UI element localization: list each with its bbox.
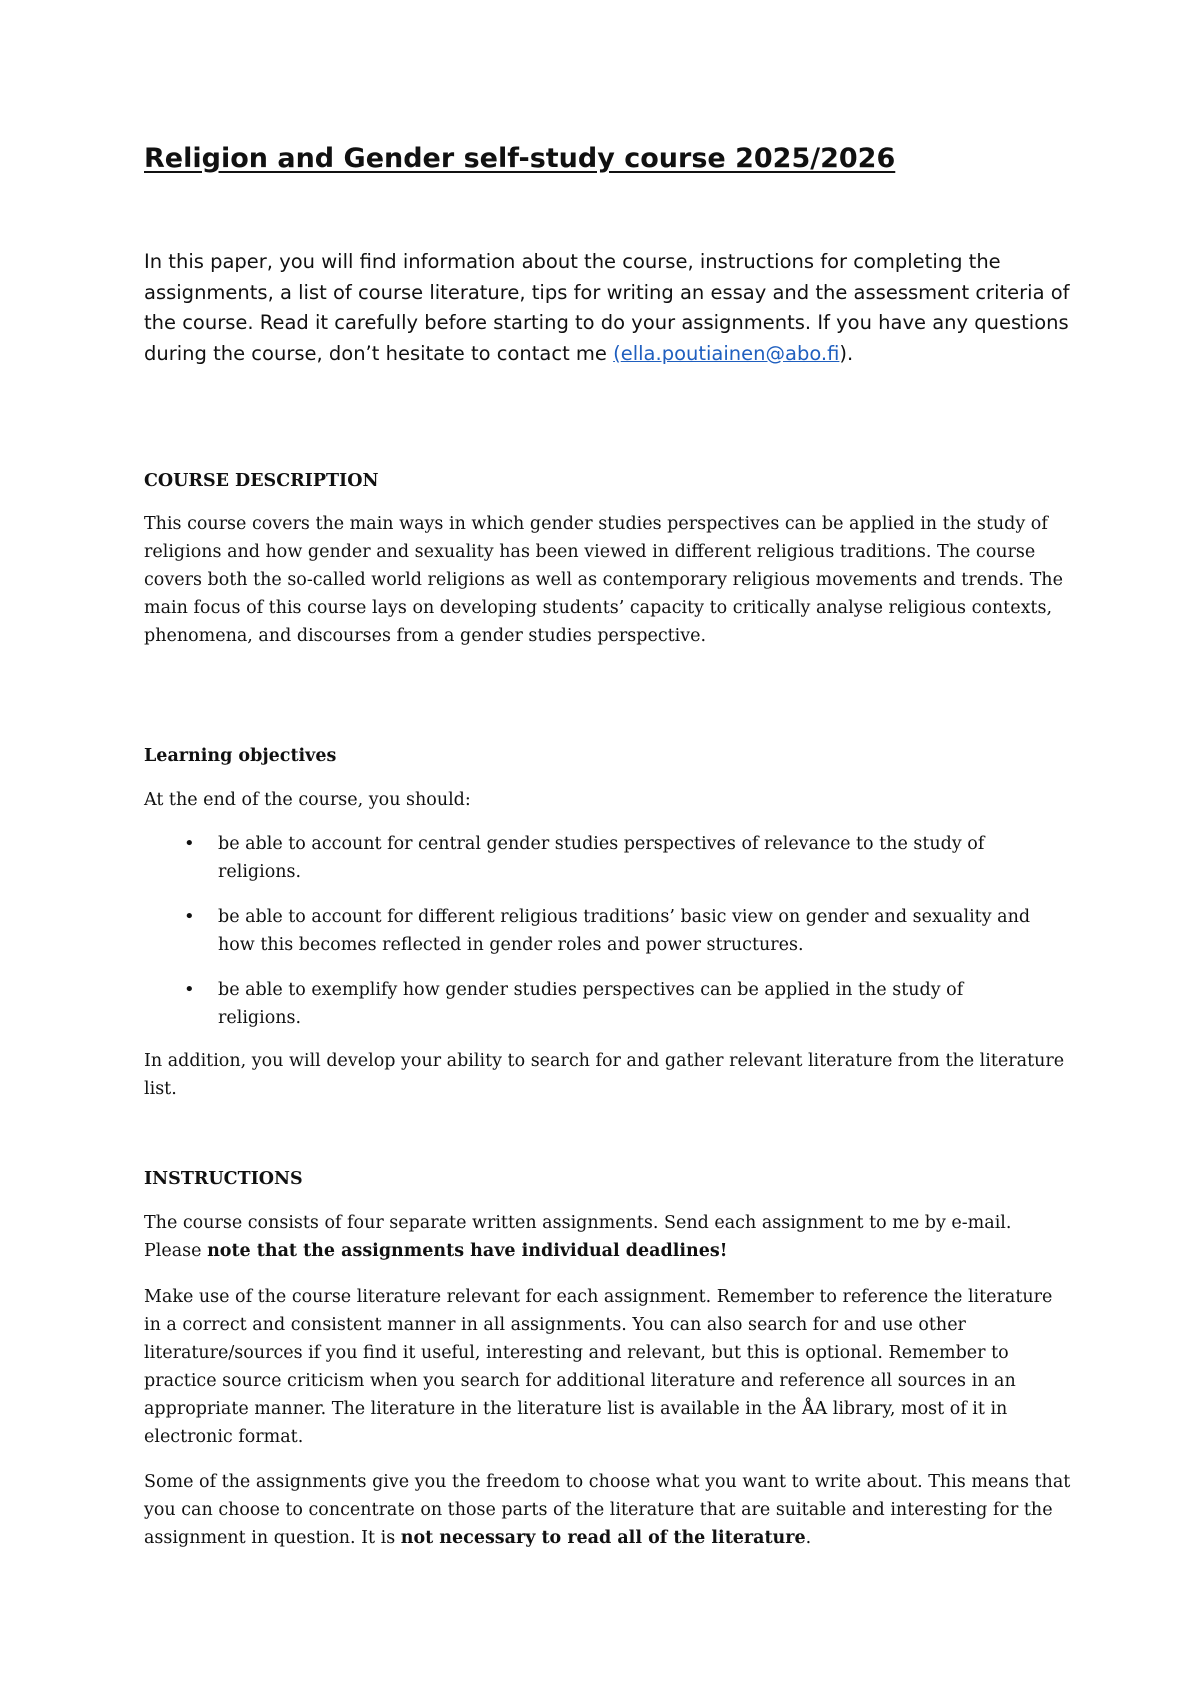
instructions-paragraph-1: The course consists of four separate written assignments. Send each assignment to me by e-mail. Please note that the assignments have individual deadlines! [144,1213,1012,1261]
learning-objectives-lead: At the end of the course, you should: [144,790,471,810]
reading-note: not necessary to read all of the literature [400,1528,806,1548]
list-item-text: be able to account for central gender studies perspectives of relevance to the study of religions. [218,834,985,882]
intro-text: In this paper, you will find information about the course, instructions for completing the assignments, a list of course literature, tips for writing an essay and the assessment criteria of the course. Read it carefully before starting to do your assignments. If you have any questions during the course, don’t hesitate to contact me [144,250,1070,365]
bullet-icon: • [184,979,195,1000]
bullet-icon: • [184,906,195,927]
instructions-paragraph-3: Some of the assignments give you the freedom to choose what you want to write about. This means that you can choose to concentrate on those parts of the literature that are suitable and interesting for the assignment in question. It is not necessary to read all of the literature. [144,1472,1071,1548]
bullet-icon: • [184,833,195,854]
list-item-text: be able to exemplify how gender studies perspectives can be applied in the study of religions. [218,980,964,1028]
course-description-paragraph: This course covers the main ways in which gender studies perspectives can be applied in the study of religions and how gender and sexuality has been viewed in different religious traditions. The course covers both the so-called world religions as well as contemporary religious movements and trends. The main focus of this course lays on developing students’ capacity to critically analyse religious contexts, phenomena, and discourses from a gender studies perspective. [144,514,1063,646]
course-description-heading: COURSE DESCRIPTION [144,471,379,491]
contact-email-link[interactable]: (ella.poutiainen@abo.fi [613,341,840,365]
instructions-heading: INSTRUCTIONS [144,1169,303,1189]
instructions-paragraph-2: Make use of the course literature relevant for each assignment. Remember to reference the literature in a correct and consistent manner in all assignments. You can also search for and use other literature/sources if you find it useful, interesting and relevant, but this is optional. Remember to practice source criticism when you search for additional literature and reference all sources in an appropriate manner. The literature in the literature list is available in the ÅA library, most of it in electronic format. [144,1287,1053,1447]
learning-objectives-addition: In addition, you will develop your ability to search for and gather relevant literature from the literature list. [144,1051,1065,1099]
page-title: Religion and Gender self-study course 2025/2026 [144,143,896,174]
deadline-note: note that the assignments have individual deadlines! [207,1241,728,1261]
learning-objectives-heading: Learning objectives [144,746,337,766]
list-item-text: be able to account for different religious traditions’ basic view on gender and sexuality and how this becomes reflected in gender roles and power structures. [218,907,1031,955]
intro-text-end: ). [839,341,854,365]
intro-paragraph [144,247,1074,369]
